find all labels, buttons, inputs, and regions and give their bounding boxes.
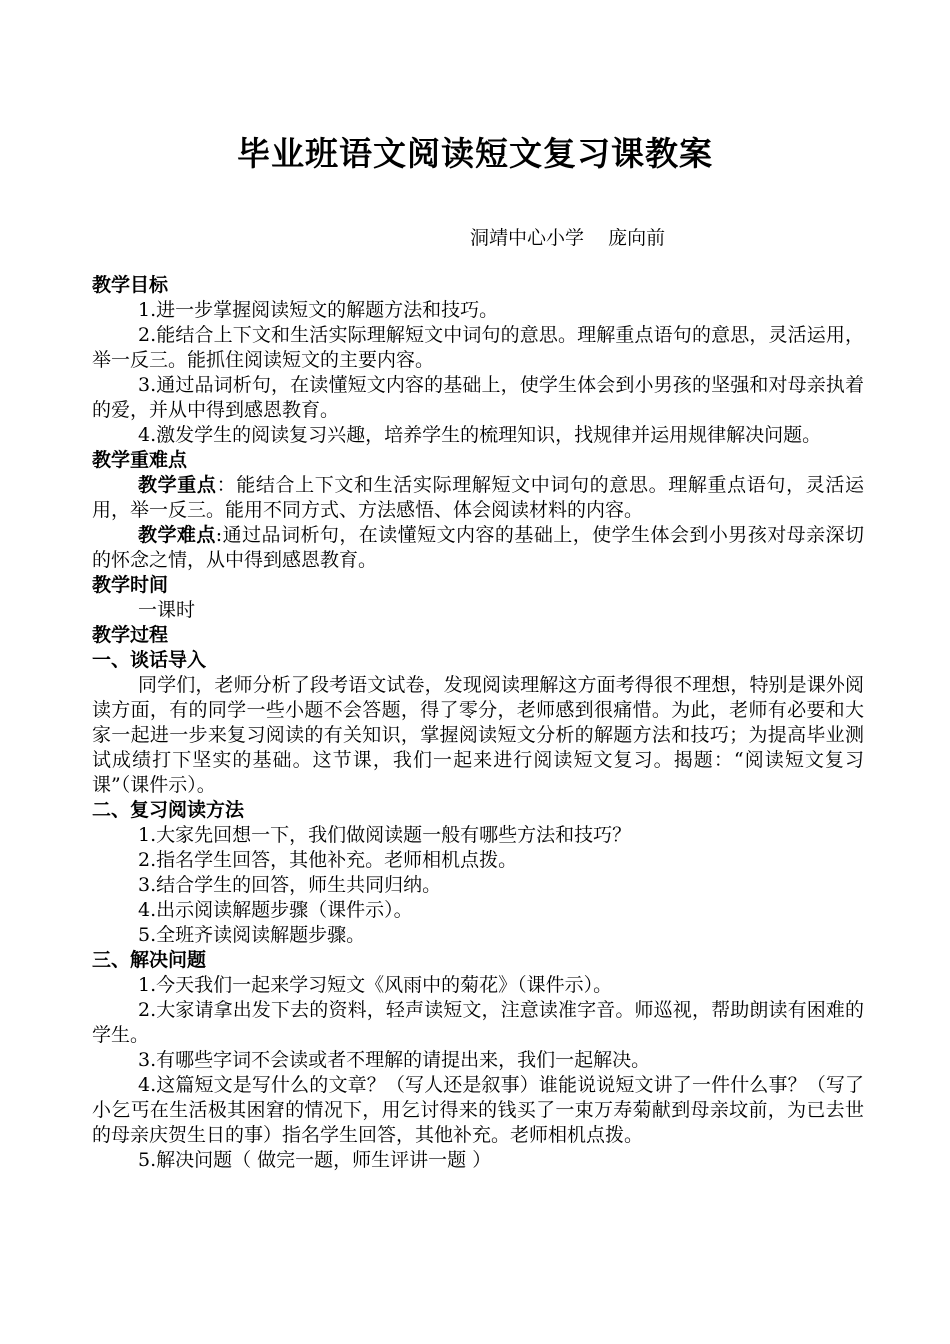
heading-part2: 二、复习阅读方法 xyxy=(92,799,245,821)
heading-goals: 教学目标 xyxy=(92,274,169,296)
heading-part3: 三、解决问题 xyxy=(92,949,207,971)
goal-item: 4.激发学生的阅读复习兴趣，培养学生的梳理知识，找规律并运用规律解决问题。 xyxy=(138,424,822,446)
page-title: 毕业班语文阅读短文复习课教案 xyxy=(237,134,713,173)
difficulty-text: :通过品词析句，在读懂短文内容的基础上，使学生体会到小男孩对母亲深切的怀念之情，从中得到感恩教育。 xyxy=(92,524,864,571)
part2-item: 3.结合学生的回答，师生共同归纳。 xyxy=(138,874,442,896)
heading-part1: 一、谈话导入 xyxy=(92,649,207,671)
part3-item: 5.解决问题（ 做完一题，师生评讲一题 ） xyxy=(138,1149,492,1171)
heading-process: 教学过程 xyxy=(92,624,169,646)
part2-item: 4.出示阅读解题步骤（课件示）。 xyxy=(138,899,413,921)
difficulty-paragraph xyxy=(92,523,864,573)
focus-paragraph xyxy=(92,473,864,523)
focus-label: 教学重点 xyxy=(138,474,217,496)
part2-item: 1.大家先回想一下，我们做阅读题一般有哪些方法和技巧？ xyxy=(138,824,632,846)
document-body xyxy=(92,273,864,1173)
part2-item: 2.指名学生回答，其他补充。老师相机点拨。 xyxy=(138,849,518,871)
part3-item: 2.大家请拿出发下去的资料，轻声读短文，注意读准字音。师巡视，帮助朗读有困难的学生。 xyxy=(92,999,864,1046)
part3-item: 1.今天我们一起来学习短文《风雨中的菊花》（课件示）。 xyxy=(138,974,613,996)
goal-item: 1.进一步掌握阅读短文的解题方法和技巧。 xyxy=(138,299,499,321)
part3-item: 4.这篇短文是写什么的文章？（写人还是叙事）谁能说说短文讲了一件什么事？（写了小乞丐在生活极其困窘的情况下，用乞讨得来的钱买了一束万寿菊献到母亲坟前，为已去世的母亲庆贺生日的事）指名学生回答，其他补充。老师相机点拨。 xyxy=(92,1074,864,1146)
focus-text: ：能结合上下文和生活实际理解短文中词句的意思。理解重点语句，灵活运用，举一反三。能用不同方式、方法感悟、体会阅读材料的内容。 xyxy=(92,474,864,521)
time-text: 一课时 xyxy=(138,599,196,621)
heading-key-points: 教学重难点 xyxy=(92,449,188,471)
goal-item: 2.能结合上下文和生活实际理解短文中词句的意思。理解重点语句的意思，灵活运用，举一反三。能抓住阅读短文的主要内容。 xyxy=(92,324,864,371)
difficulty-label: 教学难点 xyxy=(138,524,216,546)
part1-text: 同学们，老师分析了段考语文试卷，发现阅读理解这方面考得很不理想，特别是课外阅读方面，有的同学一些小题不会答题，得了零分，老师感到很痛惜。为此，老师有必要和大家一起进一步来复习阅读的有关知识，掌握阅读短文分析的解题方法和技巧；为提高毕业测试成绩打下坚实的基础。这节课，我们一起来进行阅读短文复习。揭题：“阅读短文复习课”（课件示）。 xyxy=(92,674,864,796)
part3-item: 3.有哪些字词不会读或者不理解的请提出来，我们一起解决。 xyxy=(138,1049,651,1071)
author-line: 洞靖中心小学 庞向前 xyxy=(470,227,666,249)
goal-item: 3.通过品词析句，在读懂短文内容的基础上，使学生体会到小男孩的坚强和对母亲执着的爱，并从中得到感恩教育。 xyxy=(92,374,864,421)
part2-item: 5.全班齐读阅读解题步骤。 xyxy=(138,924,366,946)
heading-time: 教学时间 xyxy=(92,574,169,596)
